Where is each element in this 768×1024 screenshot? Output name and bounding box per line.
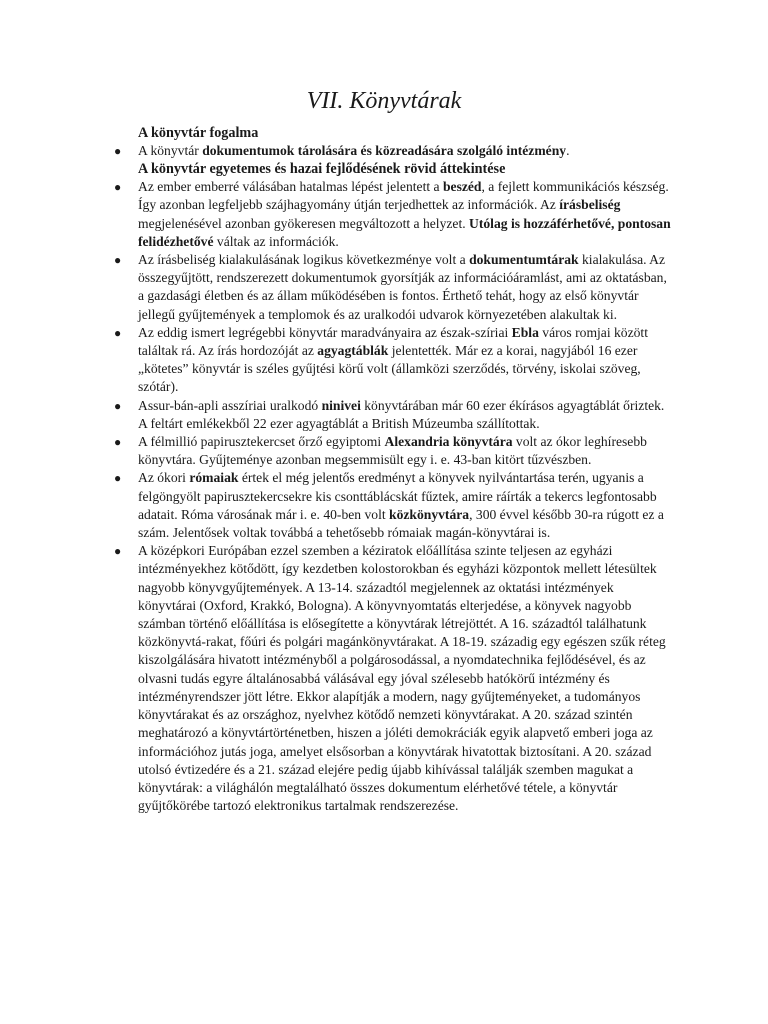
bold-text-run: agyagtáblák — [317, 343, 389, 359]
bullet-list-item — [114, 397, 674, 433]
bullet-list-item — [114, 324, 674, 397]
text-run: megjelenésével azonban gyökeresen megváltozott a helyzet. — [138, 215, 470, 231]
item-text — [138, 434, 647, 467]
bold-text-run: ninivei — [321, 397, 361, 413]
text-run: kialakulása. Az összegyűjtött, rendszerezett dokumentumok gyorsítják az információáramlást, ami az oktatásban, a gazdasági életben és az állam működésében is fontos. Érthető tehát, hogy az első könyvtár jellegű gyűjtemények a templomok és az uralkodói udvarok környezetében alakultak ki. — [138, 252, 667, 322]
bold-text-run: írásbeliség — [559, 197, 621, 213]
text-run: Az írásbeliség kialakulásának logikus következménye volt a — [138, 252, 470, 268]
item-text — [138, 543, 666, 813]
text-run: A középkori Európában ezzel szemben a kéziratok előállítása szinte teljesen az egyházi intézményekhez kötődött, így kezdetben kolostorokban és egyházi központok mellett létesültek nagyobb könyvgyűjtemények. A 13-14. századtól megjelennek az oktatási intézmények könyvtárai (Oxford, Krakkó, Bologna). A könyvnyomtatás elterjedése, a könyvek nagyobb számban történő előállítása is elősegítette a könyvtárak létrejöttét. A 16. századtól találhatunk közkönyvtá-rakat, főúri és polgári magánkönyvtárakat. A 18-19. századig egy egészen szűk réteg kiszolgálására hivatott intézményből a polgárosodással, a nyomdatechnika fejlődésével, és az olvasni tudás egyre általánosabbá válásával egy jóval szélesebb hatókörű intézmény és intézményrendszer jött létre. Ekkor alapítják a modern, nagy gyűjteményeket, a tudományos könyvtárakat és az országhoz, nyelvhez kötődő nemzeti könyvtárakat. A 20. század szintén meghatározó a könyvtártörténetben, hiszen a jóléti demokráciák egyik alapvető emberi joga az információhoz jutás joga, amelyet elsősorban a könyvtárak hivatottak biztosítani. A 20. század utolsó évtizedére és a 21. század elejére pedig újabb kihívással találják szemben magukat a könyvtárak: a világhálón megtalálható összes dokumentum elérhetővé tétele, a könyvtár gyűjtőkörébe tartozó elektronikus tartalmak rendszerezése. — [138, 543, 666, 814]
item-text — [138, 470, 664, 540]
item-text — [138, 325, 648, 395]
bullet-list-item — [114, 178, 674, 251]
item-text — [138, 143, 569, 158]
bold-text-run: dokumentumtárak — [469, 252, 579, 268]
text-run: város romjai között találtak rá. Az írás hordozóját az — [138, 324, 648, 359]
bullet-list-item — [114, 433, 674, 469]
bold-text-run: közkönyvtára — [389, 506, 470, 522]
bullet-icon: ● — [114, 471, 122, 486]
bullet-list-item — [114, 251, 674, 324]
item-text — [138, 252, 667, 322]
text-run: könyvtárában már 60 ezer ékírásos agyagtáblát őriztek. A feltárt emlékekből 22 ezer agyagtáblát a British Múzeumba szállítottak. — [138, 397, 665, 431]
bullet-list-item — [114, 542, 674, 815]
text-run: Assur-bán-apli asszíriai uralkodó — [138, 397, 322, 413]
item-text — [138, 398, 664, 431]
item-text — [138, 179, 671, 249]
text-run: értek el még jelentős eredményt a könyvek nyilvántartása terén, ugyanis a felgöngyölt papirusztekercsekre kis csonttáblácskát fűztek, amire ráírták a tekercs legfontosabb adatait. Róma városának már i. e. 40-ben volt — [138, 470, 657, 522]
bullet-icon: ● — [114, 325, 122, 340]
text-run: . — [566, 143, 570, 158]
page-title: VII. Könyvtárak — [306, 88, 462, 114]
bold-text-run: Utólag is hozzáférhetővé, pontosan felidézhetővé — [138, 215, 671, 249]
bold-text-run: rómaiak — [189, 470, 239, 486]
bullet-list-item — [114, 469, 674, 542]
bullet-icon: ● — [114, 544, 122, 559]
bold-text-run: dokumentumok tárolására és közreadására szolgáló intézmény — [202, 143, 567, 158]
text-run: A könyvtár — [138, 143, 203, 158]
text-run: váltak az információk. — [213, 233, 339, 249]
text-run: , a fejlett kommunikációs készség. Így azonban legfeljebb szájhagyomány útján terjedhettek az információk. Az — [138, 179, 669, 213]
section-heading: A könyvtár egyetemes és hazai fejlődésének rövid áttekintése — [138, 161, 506, 178]
section-heading: A könyvtár fogalma — [138, 125, 259, 141]
bullet-icon: ● — [114, 180, 122, 195]
text-run: volt az ókor leghíresebb könyvtára. Gyűjteménye azonban megsemmisült egy i. e. 43-ban kitört tűzvészben. — [138, 434, 647, 468]
bullet-icon: ● — [114, 253, 122, 268]
bullet-icon: ● — [114, 435, 122, 450]
text-run: jelentették. Már ez a korai, nagyjából 16 ezer „kötetes” könyvtár is széles gyűjtési körű volt (államközi szerződés, törvény, iskolai szöveg, szótár). — [138, 343, 641, 395]
bullet-icon: ● — [114, 398, 122, 413]
bold-text-run: Ebla — [511, 324, 539, 340]
bold-text-run: beszéd — [442, 179, 482, 195]
bullet-list-item — [114, 142, 674, 160]
text-run: Az eddig ismert legrégebbi könyvtár maradványaira az észak-szíriai — [138, 324, 512, 340]
bold-text-run: Alexandria könyvtára — [384, 434, 513, 450]
text-run: A félmillió papirusztekercset őrző egyiptomi — [138, 434, 385, 450]
text-run: , 300 évvel később 30-ra rúgott ez a szám. Jelentősek voltak továbbá a tehetősebb rómaiak magán-könyvtárai is. — [138, 506, 664, 541]
document-body — [114, 124, 674, 815]
text-run: Az ember emberré válásában hatalmas lépést jelentett a — [138, 179, 443, 195]
bullet-icon: ● — [114, 144, 122, 158]
text-run: Az ókori — [138, 470, 190, 486]
